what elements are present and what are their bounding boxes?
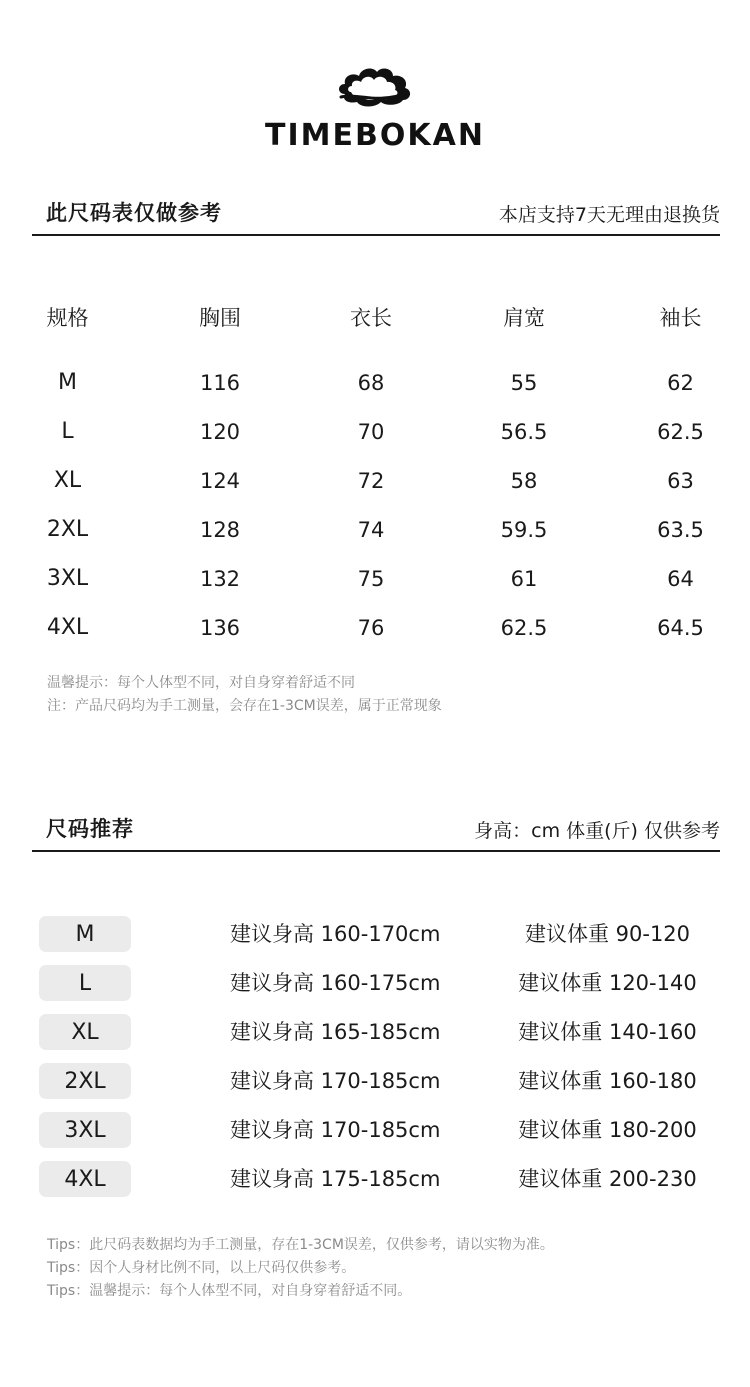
- table-cell-size: 3XL: [46, 566, 89, 591]
- recommended-weight: 建议体重 120-140: [518, 971, 697, 995]
- recommended-height: 建议身高 160-175cm: [230, 971, 441, 995]
- table-cell-size: 2XL: [46, 517, 89, 542]
- recommended-height: 建议身高 165-185cm: [230, 1020, 441, 1044]
- column-header-chest: 胸围: [199, 306, 241, 330]
- column-header-length: 衣长: [350, 306, 392, 330]
- recommended-weight: 建议体重 140-160: [518, 1020, 697, 1044]
- table-cell: 132: [199, 566, 241, 591]
- table-cell: 64: [667, 566, 694, 591]
- list-item: [0, 916, 750, 965]
- recommended-weight: 建议体重 160-180: [518, 1069, 697, 1093]
- table-cell: 55: [510, 370, 538, 395]
- table-cell: 64.5: [657, 615, 704, 640]
- list-item: [0, 965, 750, 1014]
- table-cell: 124: [199, 468, 241, 493]
- table-row: [0, 407, 750, 456]
- size-badge: 2XL: [39, 1063, 131, 1099]
- recommendation-tips: [47, 1234, 554, 1303]
- table-cell: 61: [510, 566, 538, 591]
- column-header-sleeve: 袖长: [659, 306, 702, 330]
- table-cell: 63: [667, 468, 694, 493]
- tip-line: Tips：此尺码表数据均为手工测量，存在1-3CM误差，仅供参考，请以实物为准。: [47, 1237, 554, 1253]
- table-cell-size: M: [58, 370, 77, 395]
- table-row: [0, 505, 750, 554]
- table-row: [0, 456, 750, 505]
- recommended-weight: 建议体重 90-120: [524, 922, 691, 946]
- table-cell: 62: [667, 370, 694, 395]
- table-cell: 58: [510, 468, 538, 493]
- recommendation-title: 尺码推荐: [46, 817, 134, 841]
- table-cell: 76: [357, 615, 385, 640]
- list-item: [0, 1014, 750, 1063]
- cloud-logo-icon: [335, 62, 415, 108]
- recommended-height: 建议身高 170-185cm: [230, 1069, 441, 1093]
- size-badge: M: [39, 916, 131, 952]
- table-cell: 72: [357, 468, 385, 493]
- recommended-weight: 建议体重 180-200: [518, 1118, 697, 1142]
- table-cell: 120: [199, 419, 241, 444]
- table-cell: 70: [357, 419, 385, 444]
- table-cell-size: 4XL: [46, 615, 89, 640]
- table-cell: 62.5: [500, 615, 548, 640]
- size-badge: 4XL: [39, 1161, 131, 1197]
- table-header-row: [0, 297, 750, 337]
- table-cell: 74: [357, 517, 385, 542]
- list-item: [0, 1161, 750, 1210]
- table-cell: 59.5: [500, 517, 548, 542]
- table-row: [0, 603, 750, 652]
- size-badge: XL: [39, 1014, 131, 1050]
- recommendation-unit-note: 身高：cm 体重(斤) 仅供参考: [474, 820, 720, 842]
- brand-logo: [0, 62, 750, 154]
- note-line: 注：产品尺码均为手工测量，会存在1-3CM误差，属于正常现象: [47, 698, 442, 714]
- tip-line: Tips：温馨提示：每个人体型不同，对自身穿着舒适不同。: [47, 1283, 412, 1299]
- size-chart-header: [32, 200, 720, 236]
- recommended-height: 建议身高 160-170cm: [230, 922, 441, 946]
- recommended-height: 建议身高 170-185cm: [230, 1118, 441, 1142]
- table-row: [0, 554, 750, 603]
- size-chart-title: 此尺码表仅做参考: [46, 201, 222, 225]
- table-row: [0, 358, 750, 407]
- size-table: [0, 297, 750, 652]
- recommended-weight: 建议体重 200-230: [518, 1167, 697, 1191]
- note-line: 温馨提示：每个人体型不同，对自身穿着舒适不同: [47, 675, 355, 691]
- list-item: [0, 1112, 750, 1161]
- size-badge: L: [39, 965, 131, 1001]
- size-badge: 3XL: [39, 1112, 131, 1148]
- table-cell-size: L: [61, 419, 74, 444]
- size-chart-notes: [47, 672, 442, 718]
- table-cell-size: XL: [53, 468, 82, 493]
- table-cell: 56.5: [500, 419, 548, 444]
- tip-line: Tips：因个人身材比例不同，以上尺码仅供参考。: [47, 1260, 356, 1276]
- recommendation-header: [32, 816, 720, 852]
- table-cell: 63.5: [657, 517, 704, 542]
- table-cell: 128: [199, 517, 241, 542]
- column-header-shoulder: 肩宽: [503, 306, 545, 330]
- brand-name: TIMEBOKAN: [265, 118, 485, 153]
- table-cell: 62.5: [657, 419, 704, 444]
- table-cell: 75: [357, 566, 385, 591]
- table-cell: 68: [357, 370, 385, 395]
- recommendation-list: [0, 916, 750, 1210]
- recommended-height: 建议身高 175-185cm: [230, 1167, 441, 1191]
- column-header-size: 规格: [46, 306, 89, 330]
- table-cell: 116: [199, 370, 241, 395]
- list-item: [0, 1063, 750, 1112]
- table-cell: 136: [199, 615, 241, 640]
- return-policy-note: 本店支持7天无理由退换货: [498, 204, 720, 226]
